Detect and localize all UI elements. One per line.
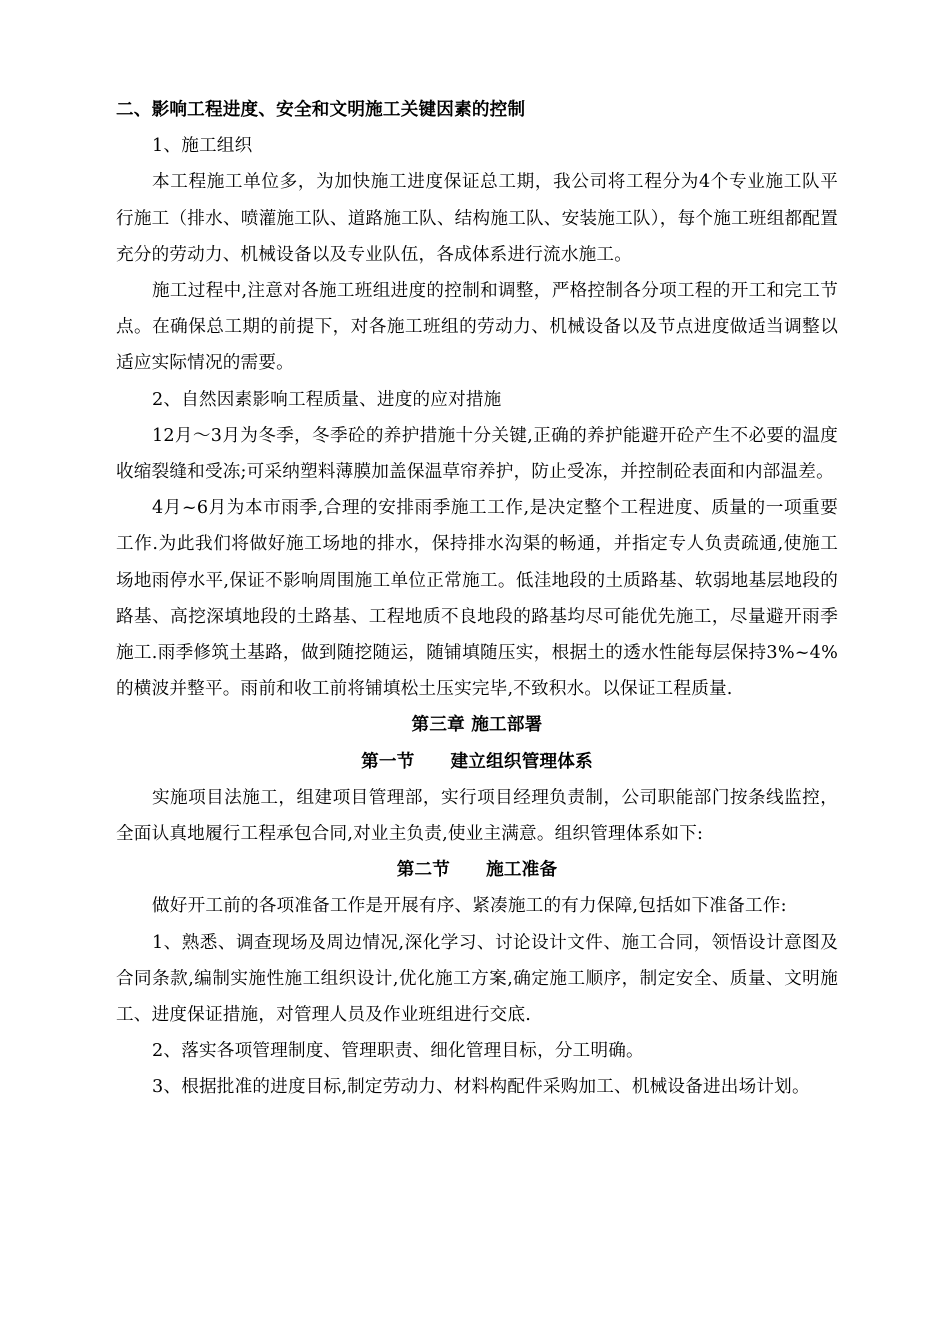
item2-paragraph-1: 12月～3月为冬季，冬季砼的养护措施十分关键,正确的养护能避开砼产生不必要的温度收缩裂缝和受冻;可采纳塑料薄膜加盖保温草帘养护，防止受冻，并控制砼表面和内部温差。 — [116, 425, 838, 483]
section1-title: 建立组织管理体系 — [450, 751, 593, 772]
item1-paragraph-2: 施工过程中,注意对各施工班组进度的控制和调整，严格控制各分项工程的开工和完工节点。在确保总工期的前提下，对各施工班组的劳动力、机械设备以及节点进度做适当调整以适应实际情况的需要。 — [116, 281, 838, 374]
section2-title: 施工准备 — [486, 860, 558, 881]
item2-paragraph-2: 4月~6月为本市雨季,合理的安排雨季施工工作,是决定整个工程进度、质量的一项重要工作.为此我们将做好施工场地的排水，保持排水沟渠的畅通，并指定专人负责疏通,使施工场地雨停水平,保证不影响周围施工单位正常施工。低洼地段的土质路基、软弱地基层地段的路基、高挖深填地段的土路基、工程地质不良地段的路基均尽可能优先施工，尽量避开雨季施工.雨季修筑土基路，做到随挖随运，随铺填随压实，根据土的透水性能每层保持3%~4%的横波并整平。雨前和收工前将铺填松土压实完毕,不致积水。以保证工程质量. — [116, 498, 838, 700]
section1-number: 第一节 — [361, 751, 415, 772]
chapter-heading: 第三章 施工部署 — [411, 715, 543, 736]
section2-item-3: 3、根据批准的进度目标,制定劳动力、材料构配件采购加工、机械设备进出场计划。 — [152, 1077, 810, 1098]
section2-item-2: 2、落实各项管理制度、管理职责、细化管理目标，分工明确。 — [152, 1041, 644, 1062]
item1-paragraph-1: 本工程施工单位多，为加快施工进度保证总工期，我公司将工程分为4个专业施工队平行施工（排水、喷灌施工队、道路施工队、结构施工队、安装施工队），每个施工班组都配置充分的劳动力、机械设备以及专业队伍，各成体系进行流水施工。 — [116, 172, 838, 265]
section2-heading — [116, 852, 838, 888]
section1-paragraph: 实施项目法施工，组建项目管理部，实行项目经理负责制，公司职能部门按条线监控，全面认真地履行工程承包合同,对业主负责,使业主满意。组织管理体系如下: — [116, 787, 838, 845]
section2-intro: 做好开工前的各项准备工作是开展有序、紧凑施工的有力保障,包括如下准备工作: — [152, 896, 787, 917]
section2-number: 第二节 — [396, 860, 451, 881]
section2-item-1: 1、熟悉、调查现场及周边情况,深化学习、讨论设计文件、施工合同，领悟设计意图及合同条款,编制实施性施工组织设计,优化施工方案,确定施工顺序，制定安全、质量、文明施工、进度保证措施，对管理人员及作业班组进行交底. — [116, 932, 838, 1026]
item1-title: 1、施工组织 — [152, 136, 253, 157]
section1-heading — [116, 744, 838, 780]
section-heading: 二、影响工程进度、安全和文明施工关键因素的控制 — [116, 100, 526, 120]
document-page — [116, 92, 838, 1106]
item2-title: 2、自然因素影响工程质量、进度的应对措施 — [152, 389, 502, 410]
